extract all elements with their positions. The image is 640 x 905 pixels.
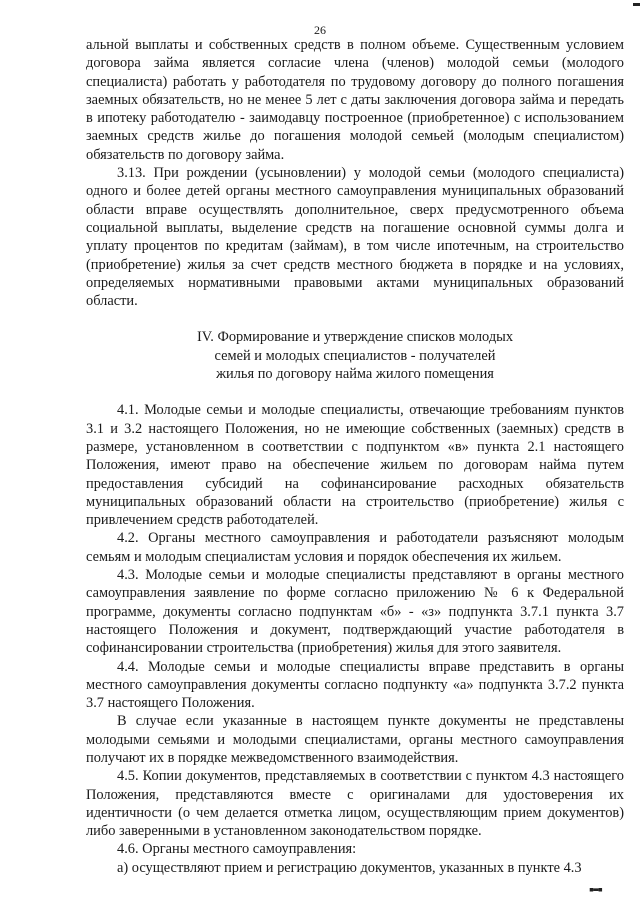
section-heading <box>86 328 624 383</box>
paragraph-4-2: 4.2. Органы местного самоуправления и работодатели разъясняют молодым семьям и молодым специалистам условия и порядок обеспечения их жильем. <box>86 530 624 565</box>
section-heading-line: IV. Формирование и утверждение списков молодых <box>196 329 514 346</box>
paragraph-4-4-note: В случае если указанные в настоящем пункте документы не представлены молодыми семьями и молодыми специалистами, органы местного самоуправления получают их в порядке межведомственного взаимодействия. <box>86 713 624 766</box>
section-heading-line: жилья по договору найма жилого помещения <box>216 366 494 383</box>
paragraph-continuation: альной выплаты и собственных средств в полном объеме. Существенным условием договора займа является согласие члена (членов) молодой семьи (молодого специалиста) работать у работодателя по трудовому договору до полного погашения заемных обязательств, но не менее 5 лет с даты заключения договора займа и передать в ипотеку работодателю - заимодавцу построенное (приобретенное) с использованием заемных средств жилье до погашения молодой семьей (молодым специалистом) обязательств по договору займа. <box>86 37 624 163</box>
paragraph-4-1: 4.1. Молодые семьи и молодые специалисты, отвечающие требованиям пунктов 3.1 и 3.2 настоящего Положения, но не имеющие собственных (заемных) средств в размере, установленном в соответствии с подпунктом «в» пункта 2.1 настоящего Положения, имеют право на обеспечение жильем по договорам найма путем предоставления субсидий на софинансирование расходных обязательств муниципальных образований области на строительство (приобретение) жилья с привлечением средств работодателей. <box>86 402 624 529</box>
corner-mark <box>633 3 640 6</box>
paragraph-4-6-a: а) осуществляют прием и регистрацию документов, указанных в пункте 4.3 <box>117 859 582 876</box>
paragraph-4-5: 4.5. Копии документов, представляемых в соответствии с пунктом 4.3 настоящего Положения, представляются вместе с оригиналами для удостоверения их идентичности (о чем делается отметка лицом, осуществляющим прием документов) либо заверенными в установленном законодательством порядке. <box>86 768 624 840</box>
paragraph-4-6: 4.6. Органы местного самоуправления: <box>117 841 357 858</box>
section-heading-line: семей и молодых специалистов - получателей <box>214 347 496 364</box>
page-number: 26 <box>314 23 326 37</box>
scan-mark-glyph: ▪▬▪ <box>588 885 602 895</box>
document-body <box>86 36 624 877</box>
paragraph-4-3: 4.3. Молодые семьи и молодые специалисты представляют в органы местного самоуправления заявление по форме согласно приложению № 6 к Федеральной программе, документы согласно подпунктам «б» - «з» подпункта 3.7.1 пункта 3.7 настоящего Положения и документ, подтверждающий участие работодателя в софинансировании строительства (приобретения) жилья для этого заявителя. <box>86 567 624 657</box>
paragraph-3-13: 3.13. При рождении (усыновлении) у молодой семьи (молодого специалиста) одного и более детей органы местного самоуправления муниципальных образований области вправе осуществлять дополнительное, сверх предусмотренного объема социальной выплаты, выделение средств на погашение основной суммы долга и уплату процентов по кредитам (займам), в том числе ипотечным, на строительство (приобретение) жилья за счет средств местного бюджета в порядке и на условиях, определяемых нормативными правовыми актами муниципальных образований области. <box>86 165 624 310</box>
paragraph-4-4: 4.4. Молодые семьи и молодые специалисты вправе представить в органы местного самоуправления документы согласно подпункту «а» подпункта 3.7.2 пункта 3.7 настоящего Положения. <box>86 658 624 712</box>
